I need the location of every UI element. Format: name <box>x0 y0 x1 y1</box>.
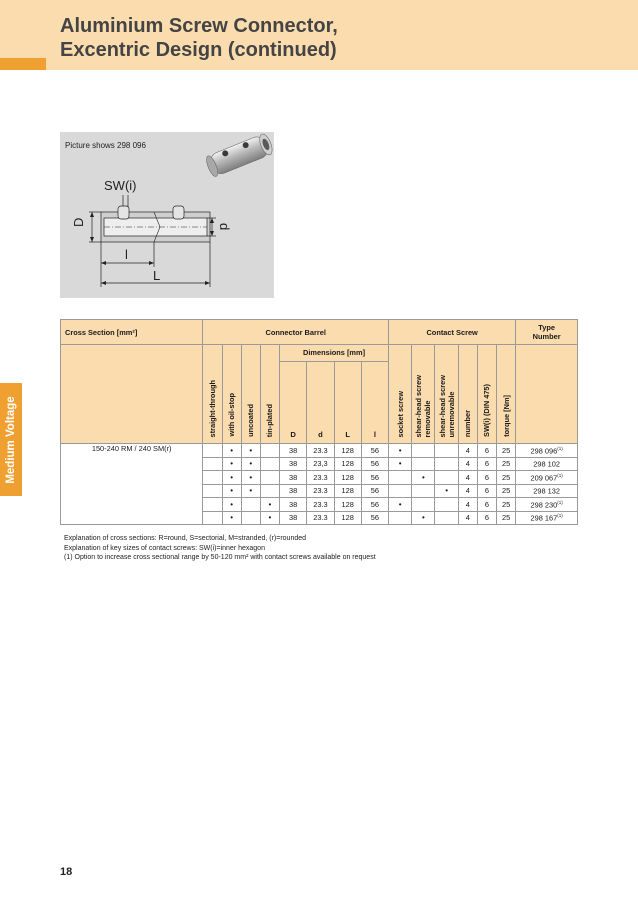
cell-uncoated: • <box>241 444 260 458</box>
cell-shear_rem: • <box>412 511 435 525</box>
cell-uncoated <box>241 511 260 525</box>
header-shear-unremovable: shear-head screw unremovable <box>435 345 458 444</box>
specification-table <box>60 319 578 525</box>
product-figure <box>60 132 274 298</box>
header-cross-section-blank <box>61 345 203 444</box>
cell-tin <box>260 471 279 485</box>
page-title <box>60 14 338 62</box>
type-number-line-1: Type <box>538 323 555 332</box>
cell-torque: 25 <box>497 498 516 512</box>
cell-shear_unrem <box>435 444 458 458</box>
cell-l: 56 <box>361 457 388 471</box>
cell-sw: 6 <box>477 471 496 485</box>
cell-type-number <box>516 444 578 458</box>
cell-socket: • <box>389 498 412 512</box>
cell-straight <box>203 471 222 485</box>
cell-d: 23.3 <box>307 471 334 485</box>
cell-type-number <box>516 471 578 485</box>
header-torque: torque [Nm] <box>497 345 516 444</box>
cell-straight <box>203 457 222 471</box>
explanation-notes <box>64 534 376 563</box>
cell-oilstop: • <box>222 484 241 498</box>
cell-straight <box>203 484 222 498</box>
title-line-1: Aluminium Screw Connector, <box>60 15 338 37</box>
header-connector-barrel: Connector Barrel <box>203 320 389 345</box>
title-line-2: Excentric Design (continued) <box>60 39 337 61</box>
cell-oilstop: • <box>222 471 241 485</box>
cell-sw: 6 <box>477 444 496 458</box>
type-footnote-marker: (1) <box>557 445 563 451</box>
type-number-value: 298 102 <box>533 459 560 469</box>
cell-number: 4 <box>458 484 477 498</box>
cell-L: 128 <box>334 471 361 485</box>
header-with-oil-stop: with oil-stop <box>222 345 241 444</box>
cell-l: 56 <box>361 444 388 458</box>
cell-D: 38 <box>280 511 307 525</box>
cell-oilstop: • <box>222 457 241 471</box>
cell-shear_rem <box>412 457 435 471</box>
cell-shear_unrem <box>435 457 458 471</box>
cell-L: 128 <box>334 457 361 471</box>
header-dim-D: D <box>280 361 307 443</box>
cell-number: 4 <box>458 511 477 525</box>
note-option: (1) Option to increase cross sectional range by 50-120 mm² with contact screws available on request <box>64 554 376 561</box>
cell-tin <box>260 484 279 498</box>
cell-number: 4 <box>458 444 477 458</box>
type-number-value: 298 167 <box>530 513 558 523</box>
cell-uncoated: • <box>241 471 260 485</box>
header-uncoated: uncoated <box>241 345 260 444</box>
connector-photo <box>204 132 274 177</box>
cell-shear_unrem <box>435 511 458 525</box>
label-l: l <box>125 247 128 262</box>
cell-socket <box>389 471 412 485</box>
header-tin-plated: tin-plated <box>260 345 279 444</box>
cell-d: 23.3 <box>307 498 334 512</box>
cell-shear_unrem <box>435 498 458 512</box>
note-key-sizes: Explanation of key sizes of contact screws: SW(i)=inner hexagon <box>64 544 265 552</box>
cell-shear_unrem: • <box>435 484 458 498</box>
cell-shear_rem <box>412 498 435 512</box>
header-socket-screw: socket screw <box>389 345 412 444</box>
cell-socket: • <box>389 457 412 471</box>
type-footnote-marker: (1) <box>557 499 563 505</box>
cell-straight <box>203 498 222 512</box>
type-footnote-marker: (1) <box>557 513 563 519</box>
cell-L: 128 <box>334 484 361 498</box>
cell-D: 38 <box>280 471 307 485</box>
header-dim-d: d <box>307 361 334 443</box>
cell-sw: 6 <box>477 484 496 498</box>
cell-torque: 25 <box>497 471 516 485</box>
cell-uncoated: • <box>241 484 260 498</box>
side-tab-label: Medium Voltage <box>5 395 17 484</box>
type-number-line-2: Number <box>532 332 561 341</box>
cell-tin: • <box>260 498 279 512</box>
cell-sw: 6 <box>477 457 496 471</box>
cell-shear_unrem <box>435 471 458 485</box>
cell-sw: 6 <box>477 498 496 512</box>
header-straight-through: straight-through <box>203 345 222 444</box>
cell-tin <box>260 444 279 458</box>
cell-socket: • <box>389 444 412 458</box>
cell-oilstop: • <box>222 444 241 458</box>
note-cross-sections: Explanation of cross sections: R=round, S=sectorial, M=stranded, (r)=rounded <box>64 535 307 542</box>
figure-caption: Picture shows 298 096 <box>65 141 146 150</box>
header-sw-din: SW(i) (DIN 475) <box>477 345 496 444</box>
cell-D: 38 <box>280 498 307 512</box>
header-shear-removable: shear-head screw removable <box>412 345 435 444</box>
cell-shear_rem <box>412 484 435 498</box>
cell-type-number <box>516 498 578 512</box>
cell-shear_rem <box>412 444 435 458</box>
cell-l: 56 <box>361 511 388 525</box>
cell-L: 128 <box>334 511 361 525</box>
label-L: L <box>153 268 161 283</box>
cell-l: 56 <box>361 498 388 512</box>
cell-shear_rem: • <box>412 471 435 485</box>
cell-socket <box>389 511 412 525</box>
cell-torque: 25 <box>497 511 516 525</box>
cell-tin <box>260 457 279 471</box>
header-type-blank <box>516 345 578 444</box>
cross-section-value: 150-240 RM / 240 SM(r) <box>61 444 203 525</box>
cell-type-number <box>516 511 578 525</box>
label-sw: SW(i) <box>104 178 137 193</box>
cell-D: 38 <box>280 457 307 471</box>
cell-D: 38 <box>280 444 307 458</box>
cell-tin: • <box>260 511 279 525</box>
header-cross-section: Cross Section [mm²] <box>61 320 203 345</box>
cell-l: 56 <box>361 484 388 498</box>
cell-oilstop: • <box>222 511 241 525</box>
cell-uncoated <box>241 498 260 512</box>
page-number: 18 <box>60 866 73 878</box>
cell-torque: 25 <box>497 457 516 471</box>
cell-d: 23.3 <box>307 444 334 458</box>
cell-L: 128 <box>334 444 361 458</box>
type-footnote-marker: (1) <box>557 472 563 478</box>
type-number-value: 209 067 <box>530 472 558 482</box>
label-D: D <box>71 217 86 227</box>
cell-L: 128 <box>334 498 361 512</box>
header-contact-screw: Contact Screw <box>389 320 516 345</box>
type-number-value: 298 096 <box>530 445 558 455</box>
cell-uncoated: • <box>241 457 260 471</box>
cell-type-number <box>516 484 578 498</box>
header-dim-l: l <box>361 361 388 443</box>
table-row <box>61 444 578 458</box>
header-accent-bar <box>0 58 46 70</box>
page-header <box>0 0 638 70</box>
connector-drawing <box>60 132 274 298</box>
section-side-tab <box>0 383 22 496</box>
cell-type-number <box>516 457 578 471</box>
cell-number: 4 <box>458 498 477 512</box>
cell-number: 4 <box>458 471 477 485</box>
cell-sw: 6 <box>477 511 496 525</box>
cell-d: 23.3 <box>307 511 334 525</box>
cell-d: 23.3 <box>307 484 334 498</box>
cell-socket <box>389 484 412 498</box>
header-dimensions: Dimensions [mm] <box>280 345 389 362</box>
cell-d: 23,3 <box>307 457 334 471</box>
cell-straight <box>203 511 222 525</box>
cell-straight <box>203 444 222 458</box>
label-d: d <box>217 223 232 231</box>
header-type-number <box>516 320 578 345</box>
cell-l: 56 <box>361 471 388 485</box>
cell-torque: 25 <box>497 444 516 458</box>
header-dim-L: L <box>334 361 361 443</box>
type-number-value: 298 230 <box>530 499 558 509</box>
header-number: number <box>458 345 477 444</box>
cell-oilstop: • <box>222 498 241 512</box>
type-number-value: 298 132 <box>533 486 560 496</box>
cell-torque: 25 <box>497 484 516 498</box>
cell-D: 38 <box>280 484 307 498</box>
cell-number: 4 <box>458 457 477 471</box>
